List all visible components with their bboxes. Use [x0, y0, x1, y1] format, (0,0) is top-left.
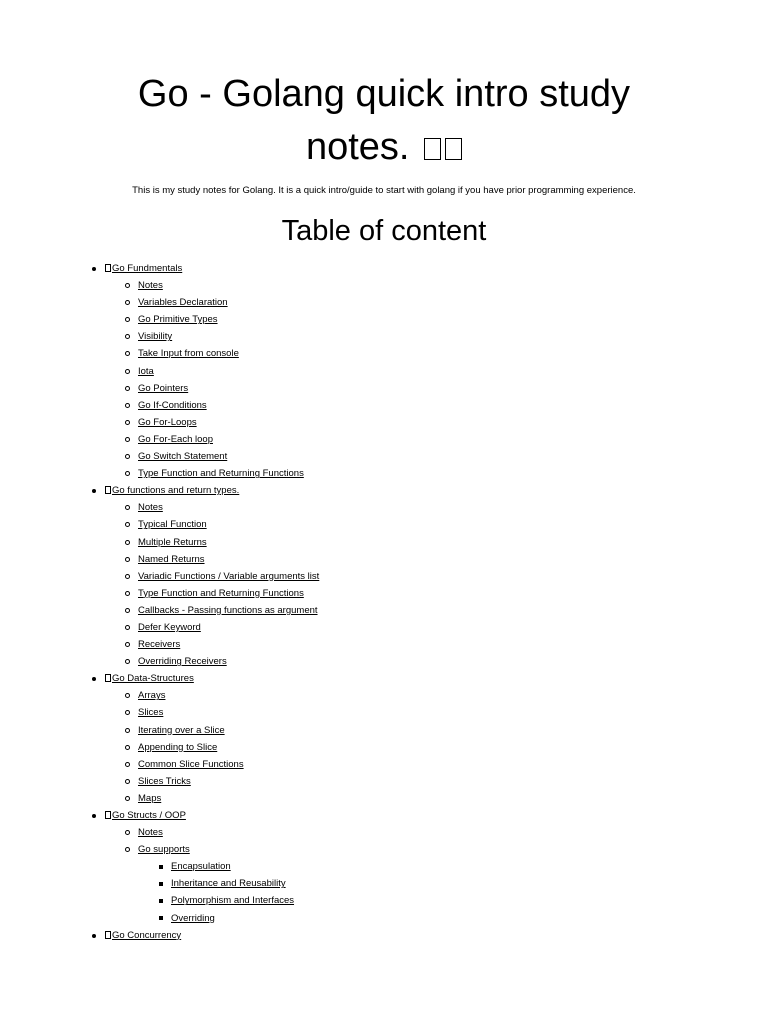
missing-glyph-icon: [105, 264, 111, 272]
toc-list-level-2: [0, 687, 768, 807]
toc-link-appending-to-slice[interactable]: Appending to Slice: [138, 741, 218, 753]
toc-item-callbacks-passing-functions-as-argument: [105, 602, 768, 619]
toc-link-go-concurrency[interactable]: Go Concurrency: [112, 929, 182, 941]
toc-item-overriding-receivers: [105, 653, 768, 670]
toc-list: [0, 260, 768, 944]
toc-link-slices-tricks[interactable]: Slices Tricks: [138, 775, 191, 787]
table-of-contents: [0, 260, 768, 944]
toc-link-take-input-from-console[interactable]: Take Input from console: [138, 348, 239, 360]
toc-link-go-switch-statement[interactable]: Go Switch Statement: [138, 451, 228, 463]
toc-item-slices-tricks: [105, 773, 768, 790]
missing-glyph-icon: [445, 138, 462, 160]
toc-link-defer-keyword[interactable]: Defer Keyword: [138, 621, 201, 633]
toc-item-go-pointers: [105, 380, 768, 397]
toc-item-go-supports: [105, 841, 768, 926]
toc-item-common-slice-functions: [105, 756, 768, 773]
toc-item-go-functions-and-return-types: [0, 482, 768, 670]
toc-link-go-primitive-types[interactable]: Go Primitive Types: [138, 314, 218, 326]
toc-item-go-for-loops: [105, 414, 768, 431]
toc-item-go-switch-statement: [105, 448, 768, 465]
toc-list-level-2: [0, 499, 768, 670]
toc-item-visibility: [105, 328, 768, 345]
page-subtitle: This is my study notes for Golang. It is a quick intro/guide to start with golang if you have prior programming experience.: [132, 185, 636, 196]
toc-link-type-function-and-returning-functions[interactable]: Type Function and Returning Functions: [138, 468, 304, 480]
page-title-text: Go - Golang quick intro study notes.: [137, 73, 631, 168]
missing-glyph-icon: [105, 674, 111, 682]
toc-link-receivers[interactable]: Receivers: [138, 639, 181, 651]
toc-link-overriding[interactable]: Overriding: [171, 912, 215, 924]
toc-item-multiple-returns: [105, 534, 768, 551]
toc-item-polymorphism-and-interfaces: [138, 892, 768, 909]
toc-item-variadic-functions-variable-arguments-list: [105, 568, 768, 585]
toc-item-variables-declaration: [105, 294, 768, 311]
page-title: [100, 68, 668, 174]
toc-link-common-slice-functions[interactable]: Common Slice Functions: [138, 758, 244, 770]
toc-link-overriding-receivers[interactable]: Overriding Receivers: [138, 656, 227, 668]
toc-link-go-functions-and-return-types[interactable]: Go functions and return types.: [112, 485, 240, 497]
toc-item-maps: [105, 790, 768, 807]
toc-link-go-fundmentals[interactable]: Go Fundmentals: [112, 263, 183, 274]
toc-link-variadic-functions-variable-arguments-list[interactable]: Variadic Functions / Variable arguments list: [138, 570, 320, 582]
toc-item-go-fundmentals: [0, 260, 768, 482]
toc-item-go-primitive-types: [105, 311, 768, 328]
toc-item-iota: [105, 363, 768, 380]
toc-item-encapsulation: [138, 858, 768, 875]
toc-item-take-input-from-console: [105, 345, 768, 362]
toc-item-inheritance-and-reusability: [138, 875, 768, 892]
toc-link-go-if-conditions[interactable]: Go If-Conditions: [138, 399, 207, 411]
toc-item-defer-keyword: [105, 619, 768, 636]
toc-link-type-function-and-returning-functions[interactable]: Type Function and Returning Functions: [138, 587, 304, 599]
toc-link-iota[interactable]: Iota: [138, 365, 154, 377]
toc-link-go-for-each-loop[interactable]: Go For-Each loop: [138, 433, 213, 445]
toc-link-variables-declaration[interactable]: Variables Declaration: [138, 297, 228, 309]
toc-link-polymorphism-and-interfaces[interactable]: Polymorphism and Interfaces: [171, 895, 295, 907]
toc-link-notes[interactable]: Notes: [138, 280, 163, 292]
toc-item-type-function-and-returning-functions: [105, 465, 768, 482]
toc-link-slices[interactable]: Slices: [138, 707, 164, 719]
toc-heading: Table of content: [281, 215, 487, 247]
toc-link-go-supports[interactable]: Go supports: [138, 844, 190, 856]
toc-item-go-for-each-loop: [105, 431, 768, 448]
toc-link-go-for-loops[interactable]: Go For-Loops: [138, 416, 197, 428]
toc-item-slices: [105, 704, 768, 721]
toc-list-level-2: [0, 824, 768, 927]
toc-link-multiple-returns[interactable]: Multiple Returns: [138, 536, 207, 548]
toc-item-notes: [105, 277, 768, 294]
toc-link-named-returns[interactable]: Named Returns: [138, 553, 205, 565]
toc-link-callbacks-passing-functions-as-argument[interactable]: Callbacks - Passing functions as argument: [138, 604, 318, 616]
missing-glyph-icon: [105, 931, 111, 939]
toc-item-arrays: [105, 687, 768, 704]
toc-item-receivers: [105, 636, 768, 653]
toc-item-appending-to-slice: [105, 739, 768, 756]
toc-item-named-returns: [105, 551, 768, 568]
missing-glyph-icon: [105, 486, 111, 494]
toc-item-iterating-over-a-slice: [105, 722, 768, 739]
missing-glyph-icon: [424, 138, 441, 160]
toc-item-go-concurrency: [0, 927, 768, 944]
toc-item-overriding: [138, 910, 768, 927]
toc-list-level-3: [138, 858, 768, 926]
toc-link-iterating-over-a-slice[interactable]: Iterating over a Slice: [138, 724, 225, 736]
toc-link-go-pointers[interactable]: Go Pointers: [138, 382, 189, 394]
toc-item-notes: [105, 499, 768, 516]
toc-item-type-function-and-returning-functions: [105, 585, 768, 602]
toc-item-go-data-structures: [0, 670, 768, 807]
toc-link-typical-function[interactable]: Typical Function: [138, 519, 207, 531]
toc-item-go-if-conditions: [105, 397, 768, 414]
toc-link-inheritance-and-reusability[interactable]: Inheritance and Reusability: [171, 878, 286, 890]
toc-link-arrays[interactable]: Arrays: [138, 690, 166, 702]
toc-link-go-structs-oop[interactable]: Go Structs / OOP: [112, 810, 186, 821]
toc-link-go-data-structures[interactable]: Go Data-Structures: [112, 673, 194, 685]
toc-link-visibility[interactable]: Visibility: [138, 331, 173, 343]
toc-link-encapsulation[interactable]: Encapsulation: [171, 861, 231, 873]
toc-link-notes[interactable]: Notes: [138, 827, 163, 839]
missing-glyph-icon: [105, 811, 111, 819]
toc-list-level-2: [0, 277, 768, 482]
toc-link-notes[interactable]: Notes: [138, 502, 163, 514]
toc-link-maps[interactable]: Maps: [138, 792, 162, 804]
toc-item-notes: [105, 824, 768, 841]
toc-item-typical-function: [105, 516, 768, 533]
toc-item-go-structs-oop: [0, 807, 768, 927]
